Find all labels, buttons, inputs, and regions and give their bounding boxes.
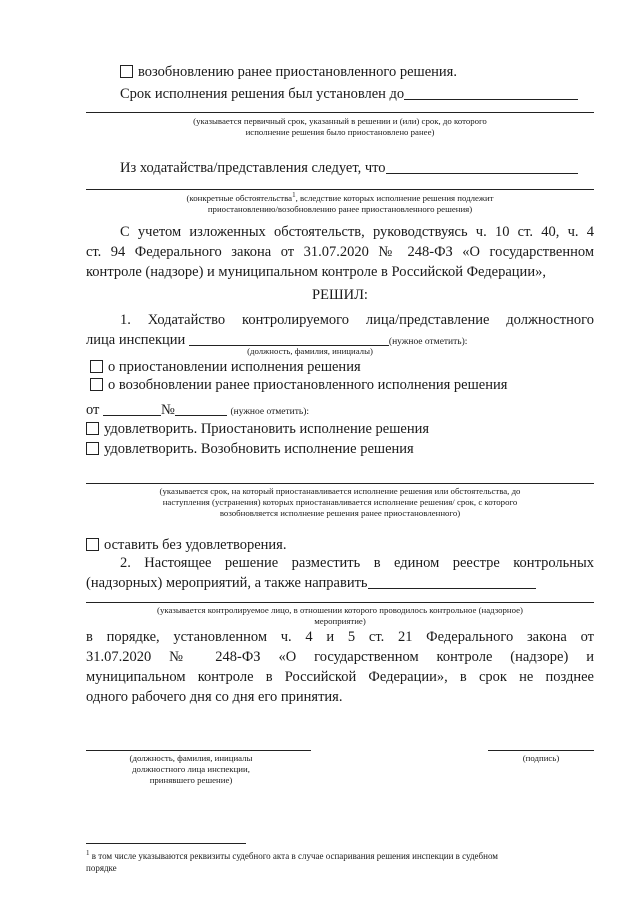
footnote-line: $^1$ в том числе указываются реквизиты судебного акта в случае оспаривания решения инспекции в судебном bbox=[86, 849, 498, 861]
official-field[interactable] bbox=[189, 331, 389, 346]
checkbox-row-satisfy-suspend bbox=[86, 419, 429, 439]
checkbox-row-resume-execution bbox=[90, 375, 507, 395]
note-recipient bbox=[86, 605, 594, 627]
date-field[interactable] bbox=[103, 401, 161, 416]
note-line: (указывается первичный срок, указанный в решении и (или) срок, до которого bbox=[193, 116, 487, 126]
deadline-label: Срок исполнения решения был установлен до bbox=[120, 86, 405, 102]
footnote-ref: 1 bbox=[292, 191, 296, 200]
checkbox-resume[interactable] bbox=[120, 65, 133, 78]
note-line: исполнение решения было приостановлено ранее) bbox=[245, 127, 435, 137]
blank-line bbox=[86, 189, 594, 190]
option-resume-execution: о возобновлении ранее приостановленного исполнения решения bbox=[108, 377, 508, 393]
note-line: (конкретные обстоятельства$^1$, вследствие которых исполнение решения подлежит bbox=[186, 191, 494, 203]
checkbox-row-suspend bbox=[90, 357, 361, 377]
note-official: (должность, фамилия, инициалы) bbox=[247, 346, 373, 356]
signature-name-line bbox=[86, 750, 311, 751]
legal-basis-line: контроле (надзоре) и муниципальном контроле в Российской Федерации», bbox=[86, 264, 546, 280]
note-line: (указывается срок, на который приостанавливается исполнение решения или обстоятельства, до bbox=[159, 486, 521, 496]
checkbox-satisfy-resume[interactable] bbox=[86, 442, 99, 455]
footnote-separator bbox=[86, 843, 246, 844]
text-resume-decision: возобновлению ранее приостановленного решения. bbox=[138, 64, 457, 80]
petition-row bbox=[120, 158, 578, 178]
from-label: от bbox=[86, 402, 100, 418]
legal-basis-line: С учетом изложенных обстоятельств, руководствуясь ч. 10 ст. 40, ч. 4 bbox=[120, 224, 594, 240]
checkbox-row-reject bbox=[86, 535, 286, 555]
procedure-line: 31.07.2020 № 248-ФЗ «О государственном контроле (надзоре) и bbox=[86, 649, 594, 665]
option-satisfy-suspend: удовлетворить. Приостановить исполнение решения bbox=[104, 421, 430, 437]
blank-line bbox=[86, 112, 594, 113]
item1-hint: (нужное отметить): bbox=[388, 337, 468, 347]
item2-row bbox=[86, 573, 536, 593]
checkbox-row-resume bbox=[120, 62, 457, 82]
blank-line bbox=[86, 602, 594, 603]
option-reject: оставить без удовлетворения. bbox=[104, 537, 287, 553]
note-circumstances bbox=[86, 193, 594, 215]
item2-line: 2. Настоящее решение разместить в едином реестре контрольных bbox=[120, 555, 594, 571]
deadline-row bbox=[120, 84, 578, 104]
from-hint: (нужное отметить): bbox=[230, 407, 310, 417]
footnote-mark: 1 bbox=[86, 849, 90, 857]
option-satisfy-resume: удовлетворить. Возобновить исполнение решения bbox=[104, 441, 414, 457]
checkbox-satisfy-suspend[interactable] bbox=[86, 422, 99, 435]
item2-label: (надзорных) мероприятий, а также направить bbox=[86, 575, 368, 591]
note-line: мероприятие) bbox=[314, 616, 366, 626]
footnote bbox=[86, 850, 498, 874]
option-suspend: о приостановлении исполнения решения bbox=[108, 359, 361, 375]
deadline-field[interactable] bbox=[404, 85, 578, 100]
procedure-line: одного рабочего дня со дня его принятия. bbox=[86, 689, 343, 705]
caption-line: (должность, фамилия, инициалы bbox=[129, 753, 253, 763]
note-line: приостановлению/возобновлению ранее приостановленного решения) bbox=[207, 204, 473, 214]
petition-field[interactable] bbox=[386, 159, 578, 174]
caption-line: принявшего решение) bbox=[149, 775, 233, 785]
note-deadline bbox=[86, 116, 594, 138]
checkbox-row-satisfy-resume bbox=[86, 439, 414, 459]
legal-basis-line: ст. 94 Федерального закона от 31.07.2020 № 248-ФЗ «О государственном bbox=[86, 244, 594, 260]
note-line: возобновляется исполнение решения ранее приостановленного) bbox=[219, 508, 461, 518]
number-field[interactable] bbox=[175, 401, 227, 416]
item1-line: 1. Ходатайство контролируемого лица/представление должностного bbox=[120, 312, 594, 328]
signature-name-caption bbox=[86, 753, 296, 786]
note-line: (указывается контролируемое лицо, в отношении которого проводилось контрольное (надзорное) bbox=[157, 605, 523, 615]
signature-caption: (подпись) bbox=[522, 753, 560, 763]
note-line: наступления (устранения) которых приостанавливается исполнение решения/ срок, с которого bbox=[162, 497, 518, 507]
checkbox-reject[interactable] bbox=[86, 538, 99, 551]
checkbox-suspend[interactable] bbox=[90, 360, 103, 373]
petition-label: Из ходатайства/представления следует, что bbox=[120, 160, 386, 176]
footnote-line: порядке bbox=[86, 863, 117, 873]
procedure-line: в порядке, установленном ч. 4 и 5 ст. 21 Федерального закона от bbox=[86, 629, 594, 645]
recipient-field[interactable] bbox=[368, 574, 536, 589]
caption-line: должностного лица инспекции, bbox=[132, 764, 250, 774]
blank-line bbox=[86, 483, 594, 484]
number-label: № bbox=[161, 402, 175, 418]
procedure-line: муниципальном контроле в Российской Федерации», в срок не позднее bbox=[86, 669, 594, 685]
checkbox-resume-execution[interactable] bbox=[90, 378, 103, 391]
item1-label: лица инспекции bbox=[86, 332, 186, 348]
heading-resolved: РЕШИЛ: bbox=[312, 287, 368, 303]
note-period bbox=[86, 486, 594, 519]
signature-line bbox=[488, 750, 594, 751]
